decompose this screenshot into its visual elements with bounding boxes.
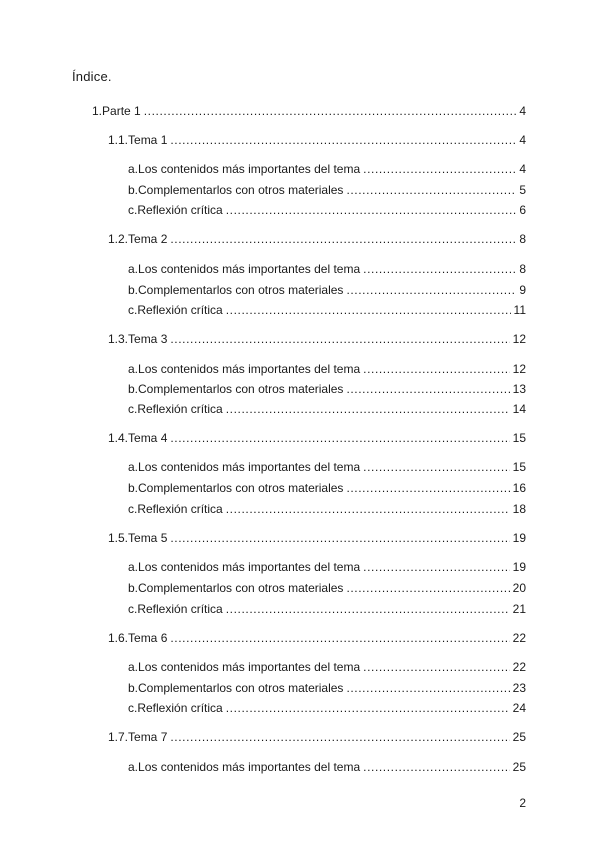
toc-entry-number: 1.5.: [108, 531, 129, 545]
toc-entry[interactable]: [108, 630, 526, 646]
toc-entry-label: Reflexión crítica: [137, 402, 223, 416]
dot-leader: [226, 202, 517, 218]
dot-leader: [363, 459, 510, 475]
toc-entry[interactable]: [128, 480, 526, 496]
page-number: 2: [519, 796, 526, 810]
toc-entry[interactable]: [128, 202, 526, 218]
toc-entry[interactable]: [108, 231, 526, 247]
toc-entry-number: b.: [128, 183, 139, 197]
toc-entry-page: 13: [512, 382, 526, 396]
dot-leader: [226, 501, 510, 517]
toc-entry[interactable]: [108, 430, 526, 446]
toc-entry-page: 12: [512, 362, 526, 376]
toc-entry[interactable]: [128, 680, 526, 696]
toc-entry-label: Reflexión crítica: [137, 203, 223, 217]
dot-leader: [346, 480, 509, 496]
dot-leader: [170, 430, 509, 446]
toc-entry-page: 6: [519, 203, 526, 217]
toc-entry-label: Tema 4: [128, 431, 168, 445]
toc-entry-label: Tema 5: [128, 531, 168, 545]
toc-entry[interactable]: [128, 282, 526, 298]
toc-entry[interactable]: [128, 580, 526, 596]
dot-leader: [226, 700, 510, 716]
toc-entry[interactable]: [128, 501, 526, 517]
toc-entry-page: 18: [512, 502, 526, 516]
toc-entry-page: 15: [512, 431, 526, 445]
dot-leader: [346, 182, 516, 198]
toc-entry-number: 1.4.: [108, 431, 129, 445]
toc-entry-label: Los contenidos más importantes del tema: [138, 660, 361, 674]
toc-entry[interactable]: [128, 459, 526, 475]
toc-entry-label: Complementarlos con otros materiales: [138, 581, 344, 595]
toc-entry-number: a.: [128, 760, 139, 774]
toc-entry-label: Tema 3: [128, 332, 168, 346]
toc-entry-number: 1.6.: [108, 631, 129, 645]
dot-leader: [363, 559, 510, 575]
toc-entry-number: c.: [128, 303, 138, 317]
toc-entry-label: Complementarlos con otros materiales: [138, 283, 344, 297]
toc-entry-page: 4: [519, 162, 526, 176]
toc-entry[interactable]: [128, 401, 526, 417]
toc-entry-number: b.: [128, 382, 139, 396]
toc-entry-page: 9: [519, 283, 526, 297]
toc-entry-number: a.: [128, 460, 139, 474]
toc-entry-label: Tema 1: [128, 133, 168, 147]
toc-entry-page: 22: [512, 660, 526, 674]
dot-leader: [363, 261, 516, 277]
toc-entry-label: Reflexión crítica: [137, 602, 223, 616]
dot-leader: [363, 659, 510, 675]
dot-leader: [363, 759, 510, 775]
toc-entry[interactable]: [128, 302, 526, 318]
toc-entry[interactable]: [128, 182, 526, 198]
toc-entry[interactable]: [128, 261, 526, 277]
toc-entry-number: a.: [128, 560, 139, 574]
toc-entry-page: 16: [512, 481, 526, 495]
toc-entry-label: Parte 1: [102, 104, 141, 118]
dot-leader: [363, 361, 510, 377]
toc-entry-number: 1.2.: [108, 232, 129, 246]
toc-entry-page: 8: [519, 232, 526, 246]
toc-entry-page: 22: [512, 631, 526, 645]
toc-entry-number: 1.1.: [108, 133, 129, 147]
toc-entry[interactable]: [128, 700, 526, 716]
toc-entry-number: b.: [128, 481, 139, 495]
toc-entry[interactable]: [108, 331, 526, 347]
toc-entry-page: 14: [512, 402, 526, 416]
page-title: Índice.: [72, 69, 112, 84]
toc-entry-label: Reflexión crítica: [137, 303, 223, 317]
toc-entry-number: a.: [128, 362, 139, 376]
toc-entry-number: b.: [128, 681, 139, 695]
dot-leader: [346, 580, 509, 596]
toc-entry-page: 19: [512, 531, 526, 545]
toc-entry-label: Los contenidos más importantes del tema: [138, 362, 361, 376]
toc-entry-number: a.: [128, 262, 139, 276]
toc-entry-label: Tema 2: [128, 232, 168, 246]
toc-entry-label: Reflexión crítica: [137, 502, 223, 516]
toc-entry[interactable]: [128, 361, 526, 377]
toc-entry-page: 4: [519, 104, 526, 118]
toc-entry-page: 20: [512, 581, 526, 595]
toc-entry[interactable]: [128, 759, 526, 775]
dot-leader: [144, 103, 517, 119]
toc-entry-label: Complementarlos con otros materiales: [138, 382, 344, 396]
toc-entry-number: c.: [128, 203, 138, 217]
toc-entry-label: Los contenidos más importantes del tema: [138, 560, 361, 574]
dot-leader: [170, 132, 516, 148]
toc-entry-label: Tema 7: [128, 730, 168, 744]
toc-entry-number: c.: [128, 701, 138, 715]
toc-entry-page: 25: [512, 730, 526, 744]
dot-leader: [363, 161, 516, 177]
toc-entry-label: Los contenidos más importantes del tema: [138, 262, 361, 276]
toc-entry-number: c.: [128, 402, 138, 416]
dot-leader: [346, 282, 516, 298]
toc-entry[interactable]: [128, 659, 526, 675]
dot-leader: [170, 231, 516, 247]
dot-leader: [170, 630, 509, 646]
toc-entry-number: 1.: [92, 104, 103, 118]
toc-entry[interactable]: [108, 530, 526, 546]
toc-entry-label: Los contenidos más importantes del tema: [138, 760, 361, 774]
toc-entry-number: 1.3.: [108, 332, 129, 346]
toc-entry-label: Tema 6: [128, 631, 168, 645]
toc-entry-number: c.: [128, 602, 138, 616]
dot-leader: [226, 401, 510, 417]
dot-leader: [170, 729, 509, 745]
toc-entry[interactable]: [128, 559, 526, 575]
toc-entry-page: 23: [512, 681, 526, 695]
toc-entry-page: 25: [512, 760, 526, 774]
toc-entry-page: 19: [512, 560, 526, 574]
toc-entry-label: Complementarlos con otros materiales: [138, 681, 344, 695]
toc-entry-label: Los contenidos más importantes del tema: [138, 162, 361, 176]
dot-leader: [170, 331, 509, 347]
toc-entry-page: 12: [512, 332, 526, 346]
dot-leader: [346, 680, 509, 696]
dot-leader: [346, 381, 509, 397]
toc-entry-page: 11: [513, 303, 526, 317]
toc-entry[interactable]: [128, 161, 526, 177]
toc-entry-label: Complementarlos con otros materiales: [138, 481, 344, 495]
dot-leader: [226, 302, 511, 318]
toc-entry-label: Complementarlos con otros materiales: [138, 183, 344, 197]
toc-entry-page: 8: [519, 262, 526, 276]
toc-entry-page: 15: [512, 460, 526, 474]
toc-entry-page: 5: [519, 183, 526, 197]
toc-entry-number: a.: [128, 660, 139, 674]
toc-entry-number: c.: [128, 502, 138, 516]
toc-entry-label: Reflexión crítica: [137, 701, 223, 715]
toc-entry-number: b.: [128, 283, 139, 297]
toc-entry-label: Los contenidos más importantes del tema: [138, 460, 361, 474]
toc-entry[interactable]: [128, 601, 526, 617]
toc-entry[interactable]: [108, 729, 526, 745]
toc-entry-number: 1.7.: [108, 730, 129, 744]
toc-entry-number: b.: [128, 581, 139, 595]
toc-entry[interactable]: [108, 132, 526, 148]
dot-leader: [226, 601, 510, 617]
toc-entry[interactable]: [92, 103, 526, 119]
toc-entry[interactable]: [128, 381, 526, 397]
dot-leader: [170, 530, 509, 546]
toc-entry-page: 21: [512, 602, 526, 616]
toc-entry-number: a.: [128, 162, 139, 176]
toc-entry-page: 4: [519, 133, 526, 147]
toc-entry-page: 24: [512, 701, 526, 715]
